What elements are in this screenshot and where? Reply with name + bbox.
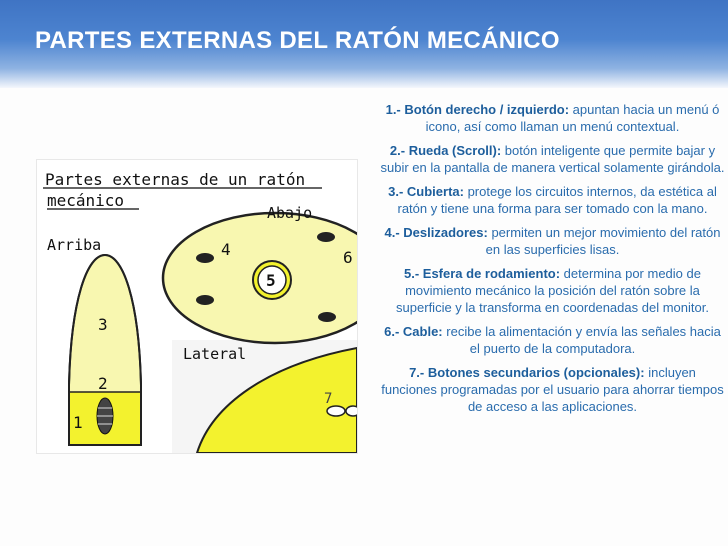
item-heading: 2.- Rueda (Scroll): xyxy=(389,143,502,158)
diagram-title-line2: mecánico xyxy=(47,191,125,210)
slider-dot xyxy=(317,232,335,242)
item-heading: 3.- Cubierta: xyxy=(388,184,464,199)
list-item xyxy=(380,224,725,258)
item-description: botón inteligente que permite bajar y subir en la pantalla de manera vertical solamente girándola. xyxy=(380,143,725,175)
item-heading: 1.- Botón derecho / izquierdo: xyxy=(385,102,570,117)
number-4: 4 xyxy=(221,240,231,259)
item-heading: 7.- Botones secundarios (opcionales): xyxy=(409,365,645,380)
slide-title: PARTES EXTERNAS DEL RATÓN MECÁNICO xyxy=(35,27,560,54)
mouse-diagram-illustration xyxy=(37,160,357,453)
item-description: incluyen funciones programadas por el usuario para ahorrar tiempos de acceso a las aplicaciones. xyxy=(381,365,724,414)
list-item xyxy=(380,142,725,176)
item-description: determina por medio de movimiento mecánico la posición del ratón sobre la superficie y la transforma en coordenadas del monitor. xyxy=(396,266,709,315)
slide-header xyxy=(0,0,728,88)
list-item xyxy=(380,183,725,217)
diagram-title-line1: Partes externas de un ratón xyxy=(45,170,306,189)
secondary-button xyxy=(346,406,357,416)
item-description: apuntan hacia un menú ó icono, así como llaman un menú contextual. xyxy=(425,102,720,134)
number-7: 7 xyxy=(324,391,333,407)
item-description: protege los circuitos internos, da estética al ratón y tiene una forma para ser tomado con la mano. xyxy=(397,184,717,216)
item-description: permiten un mejor movimiento del ratón en las superficies lisas. xyxy=(485,225,721,257)
list-item xyxy=(380,101,725,135)
list-item xyxy=(380,265,725,316)
item-heading: 4.- Deslizadores: xyxy=(384,225,488,240)
number-5: 5 xyxy=(266,271,276,290)
number-1: 1 xyxy=(73,413,83,432)
number-2: 2 xyxy=(98,374,108,393)
number-6: 6 xyxy=(343,248,353,267)
list-item xyxy=(380,364,725,415)
description-list xyxy=(380,101,725,422)
list-item xyxy=(380,323,725,357)
secondary-button xyxy=(327,406,345,416)
number-3: 3 xyxy=(98,315,108,334)
slider-dot xyxy=(318,312,336,322)
slider-dot xyxy=(196,295,214,305)
item-description: recibe la alimentación y envía las señales hacia el puerto de la computadora. xyxy=(446,324,721,356)
item-heading: 6.- Cable: xyxy=(384,324,443,339)
label-arriba: Arriba xyxy=(47,236,102,254)
item-heading: 5.- Esfera de rodamiento: xyxy=(404,266,561,281)
mouse-diagram xyxy=(36,159,358,454)
label-abajo: Abajo xyxy=(267,204,313,222)
slider-dot xyxy=(196,253,214,263)
label-lateral: Lateral xyxy=(183,345,247,363)
